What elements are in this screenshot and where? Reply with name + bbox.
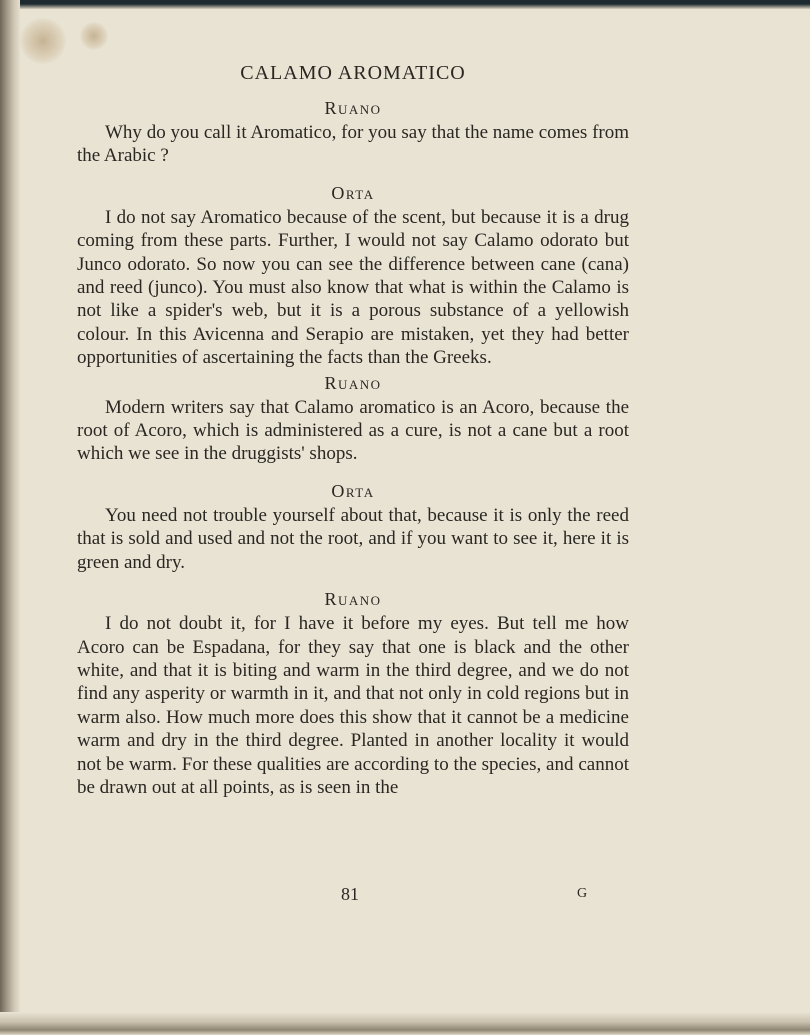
dialogue-paragraph <box>77 504 629 574</box>
paragraph-text: Modern writers say that Calamo aromatico is an Acoro, because the root of Acoro, which is administered as a cure, is not a cane but a root which we see in the druggists' shops. <box>77 396 629 465</box>
speaker-heading: Ruano <box>324 98 382 118</box>
dialogue-section <box>77 478 629 574</box>
book-binding-gutter <box>0 0 20 1035</box>
speaker-heading: Orta <box>331 182 375 203</box>
page-top-edge <box>0 0 810 9</box>
dialogue-section <box>77 586 629 799</box>
speaker-heading: Ruano <box>324 589 382 610</box>
paragraph-text: Why do you call it Aromatico, for you say that the name comes from the Arabic ? <box>77 122 629 167</box>
signature-mark: G <box>576 886 588 901</box>
speaker-heading: Ruano <box>324 372 382 393</box>
page-bottom-edge <box>0 1012 810 1035</box>
speaker-heading: Orta <box>331 480 375 501</box>
foxing-stain <box>20 18 66 64</box>
paragraph-text: You need not trouble yourself about that, because it is only the reed that is sold and used and not the root, and if you want to see it, here it is green and dry. <box>77 504 629 573</box>
dialogue-paragraph <box>77 612 629 799</box>
foxing-stain <box>80 22 108 50</box>
page-number: 81 <box>341 884 359 904</box>
text-block <box>77 55 629 799</box>
dialogue-section <box>77 180 629 370</box>
paragraph-text: I do not say Aromatico because of the scent, but because it is a drug coming from these parts. Further, I would not say Calamo odorato but Junco odorato. So now you can see the difference between cane (cana) and reed (junco). You must also know that what is within the Calamo is not like a spider's web, but it is a porous substance of a yellowish colour. In this Avicenna and Serapio are mistaken, yet they had better opportunities of ascertaining the facts than the Greeks. <box>77 206 629 369</box>
paragraph-text: I do not doubt it, for I have it before my eyes. But tell me how Acoro can be Espadana, for they say that one is black and the other white, and that it is biting and warm in the third degree, and we do not find any asperity or warmth in it, and that not only in cold regions but in warm also. How much more does this show that it cannot be a medicine warm and dry in the third degree. Planted in another locality it would not be warm. For these qualities are according to the species, and cannot be drawn out at all points, as is seen in the <box>77 613 629 798</box>
dialogue-paragraph <box>77 206 629 370</box>
dialogue-section <box>77 370 629 466</box>
dialogue-paragraph <box>77 396 629 466</box>
dialogue-paragraph <box>77 121 629 168</box>
dialogue-section <box>77 95 629 168</box>
running-head: CALAMO AROMATICO <box>240 62 466 84</box>
